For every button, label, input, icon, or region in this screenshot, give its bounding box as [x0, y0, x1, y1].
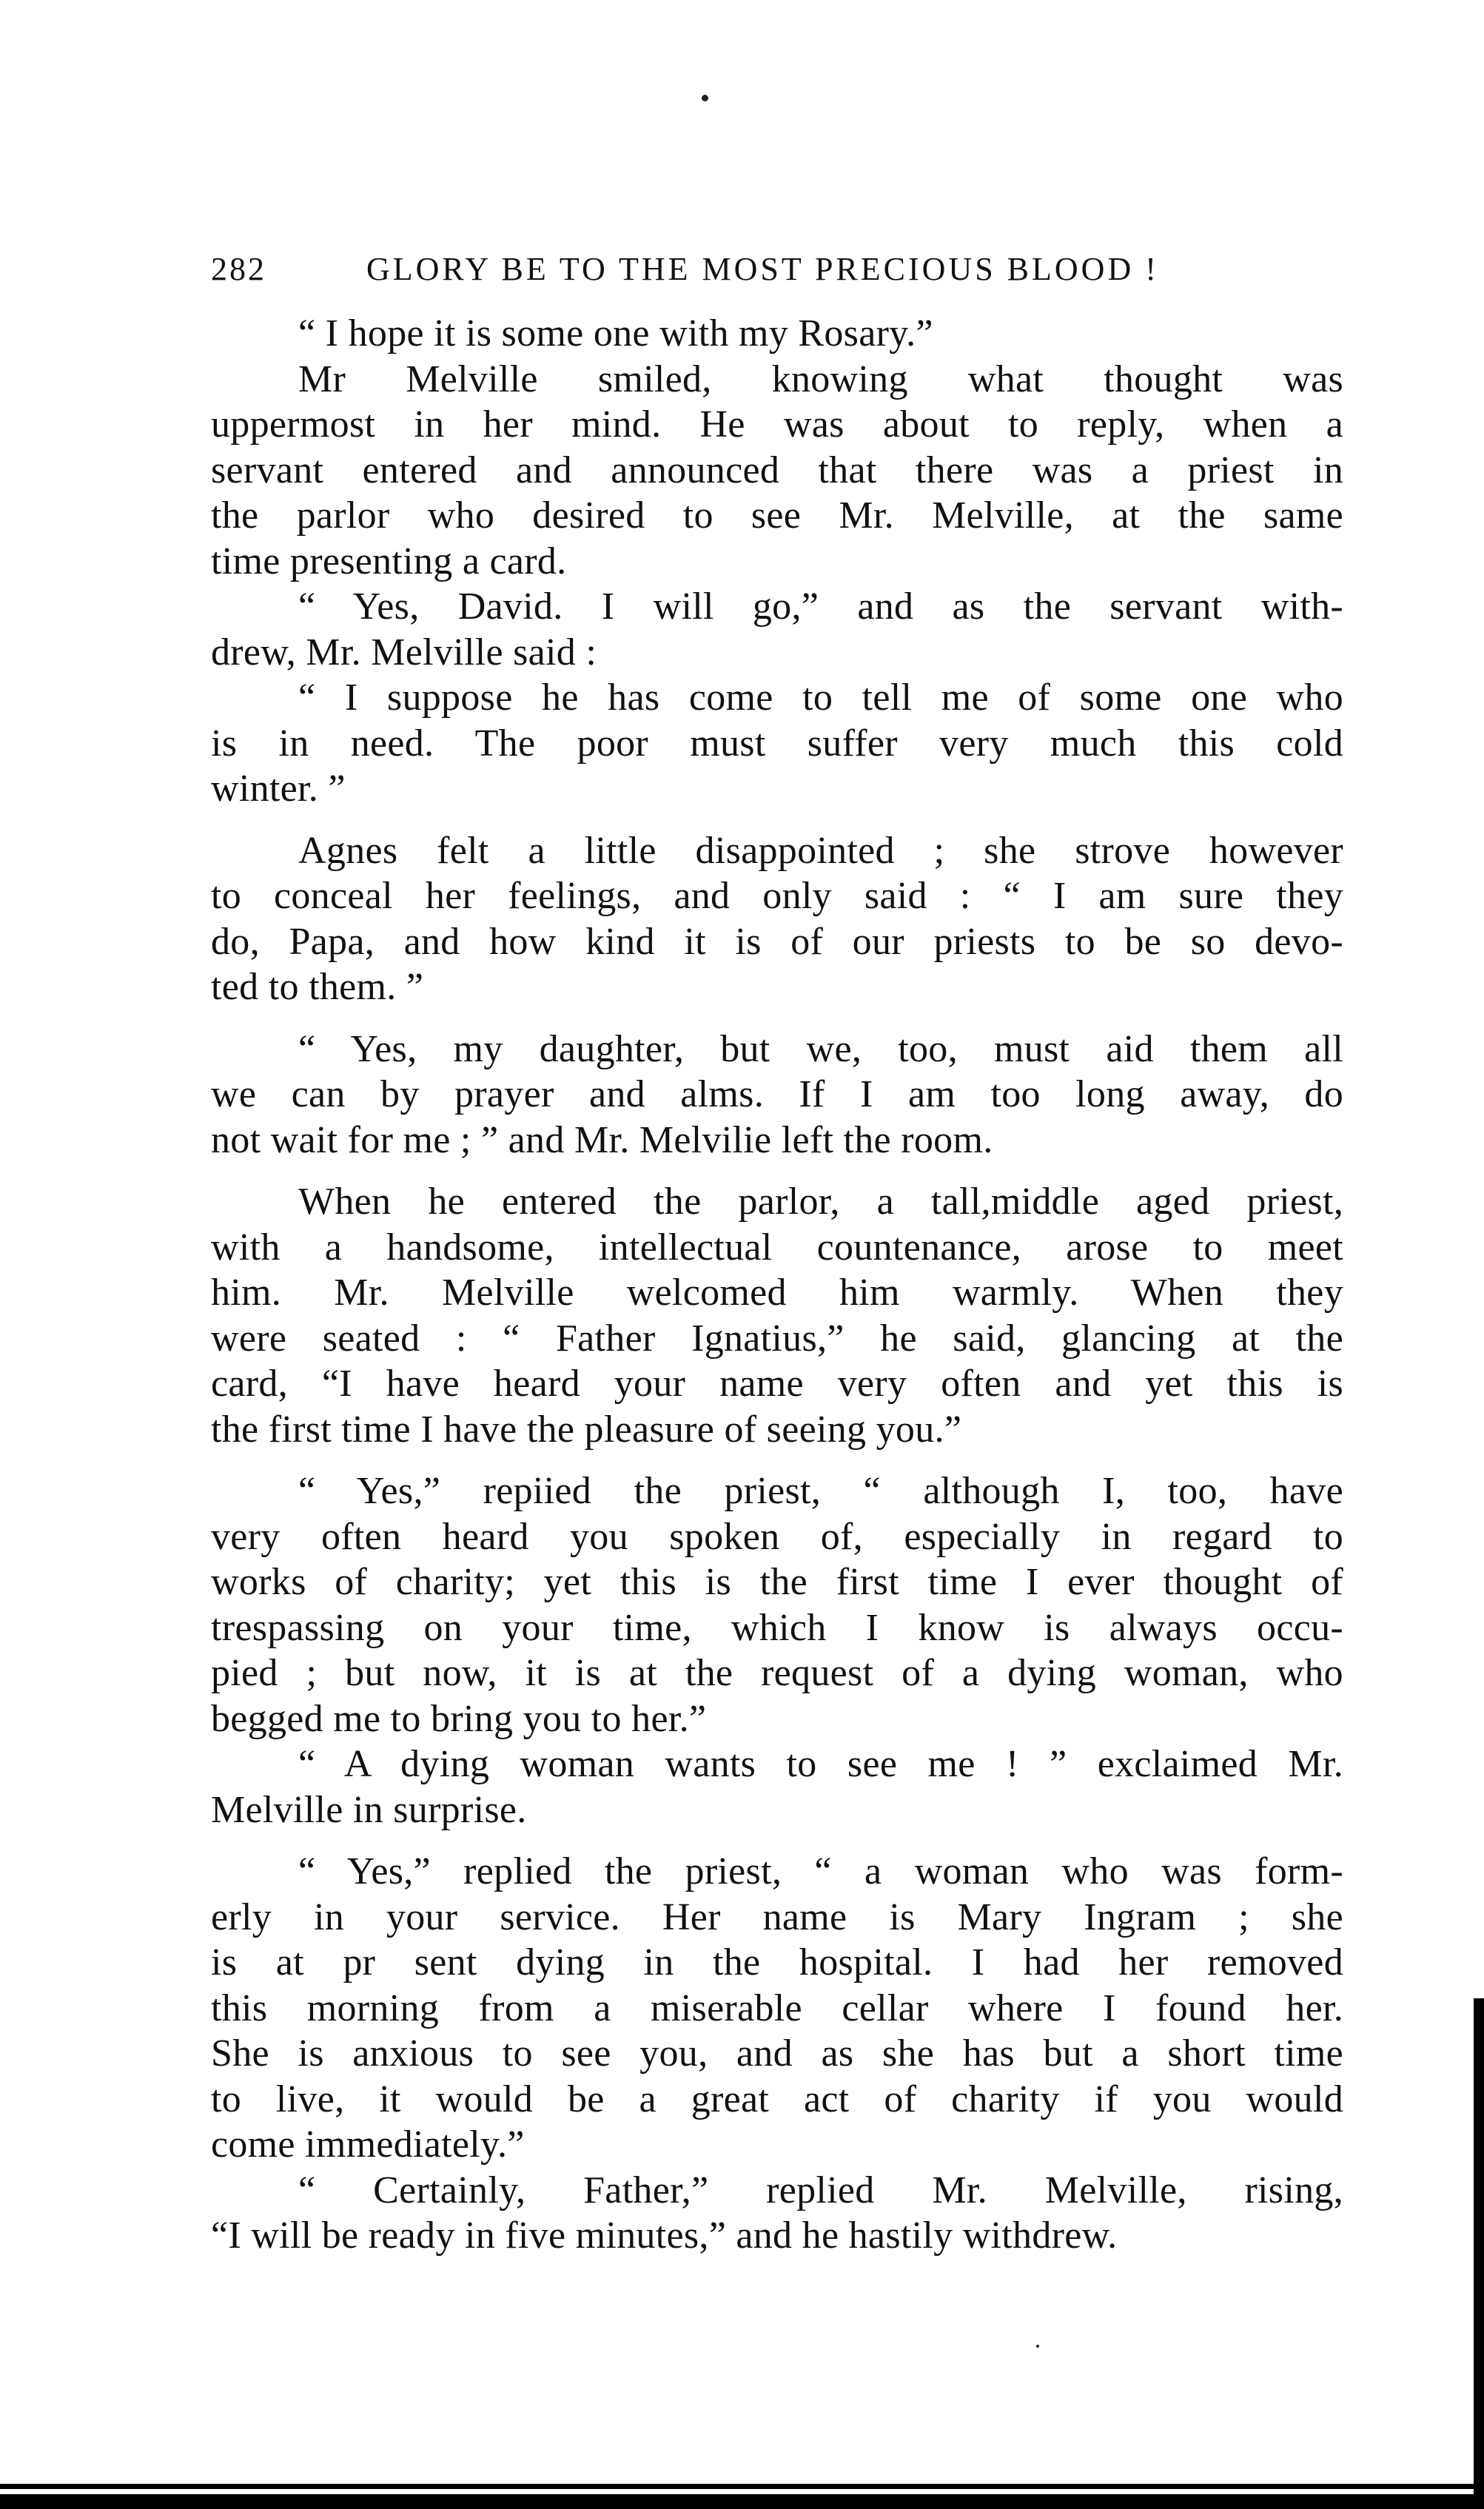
- text-line: “ Yes, David. I will go,” and as the servant with-: [298, 585, 1343, 628]
- text-line: to conceal her feelings, and only said : “ I am sure they: [211, 875, 1343, 917]
- text-line: She is anxious to see you, and as she has but a short time: [211, 2032, 1343, 2075]
- text-line: do, Papa, and how kind it is of our priests to be so devo-: [211, 920, 1343, 963]
- text-line: begged me to bring you to her.”: [211, 1697, 707, 1740]
- text-line: “ Yes, my daughter, but we, too, must aid them all: [298, 1027, 1343, 1070]
- text-line: very often heard you spoken of, especially in regard to: [211, 1515, 1343, 1558]
- text-line: him. Mr. Melville welcomed him warmly. When they: [211, 1272, 1343, 1314]
- text-line: to live, it would be a great act of charity if you would: [211, 2078, 1343, 2120]
- text-line: we can by prayer and alms. If I am too long away, do: [211, 1073, 1343, 1115]
- text-line: “ I hope it is some one with my Rosary.”: [298, 312, 933, 355]
- text-line: uppermost in her mind. He was about to reply, when a: [211, 403, 1343, 446]
- text-line: Melville in surprise.: [211, 1788, 527, 1831]
- page-edge-shadow: [0, 2484, 1484, 2489]
- text-line: Mr Melville smiled, knowing what thought was: [298, 357, 1343, 400]
- text-line: winter. ”: [211, 768, 346, 810]
- text-line: drew, Mr. Melville said :: [211, 631, 597, 674]
- text-line: “ I suppose he has come to tell me of some one who: [298, 676, 1343, 719]
- text-line: not wait for me ; ” and Mr. Melvilie left the room.: [211, 1118, 993, 1161]
- text-line: come immediately.”: [211, 2123, 525, 2166]
- body-text: [211, 311, 1343, 2259]
- text-line: works of charity; yet this is the first time I ever thought of: [211, 1561, 1343, 1603]
- page-header: [211, 250, 1210, 302]
- text-line: “I will be ready in five minutes,” and he hastily withdrew.: [211, 2214, 1118, 2257]
- text-line: “ Certainly, Father,” replied Mr. Melville, rising,: [298, 2169, 1343, 2211]
- text-line: Agnes felt a little disappointed ; she strove however: [298, 829, 1343, 872]
- running-title: GLORY BE TO THE MOST PRECIOUS BLOOD !: [366, 251, 1159, 287]
- text-line: is at pr sent dying in the hospital. I had her removed: [211, 1941, 1343, 1984]
- text-line: servant entered and announced that there was a priest in: [211, 449, 1343, 491]
- page-edge-shadow: [1474, 1998, 1484, 2502]
- text-line: were seated : “ Father Ignatius,” he said, glancing at the: [211, 1317, 1343, 1360]
- text-line: “ Yes,” repiied the priest, “ although I, too, have: [298, 1470, 1343, 1512]
- text-line: erly in your service. Her name is Mary Ingram ; she: [211, 1895, 1343, 1938]
- page-edge-shadow: [0, 2494, 1484, 2509]
- ink-speck: [702, 95, 708, 101]
- ink-speck: [1036, 2345, 1039, 2348]
- text-line: When he entered the parlor, a tall,middle aged priest,: [298, 1180, 1343, 1223]
- text-line: card, “I have heard your name very often and yet this is: [211, 1363, 1343, 1405]
- text-line: the parlor who desired to see Mr. Melville, at the same: [211, 494, 1343, 537]
- text-line: with a handsome, intellectual countenance, arose to meet: [211, 1226, 1343, 1269]
- page-number: 282: [211, 251, 266, 287]
- text-line: ted to them. ”: [211, 966, 424, 1008]
- text-line: is in need. The poor must suffer very much this cold: [211, 722, 1343, 765]
- text-line: this morning from a miserable cellar where I found her.: [211, 1986, 1343, 2029]
- text-line: the first time I have the pleasure of seeing you.”: [211, 1408, 962, 1451]
- text-line: “ Yes,” replied the priest, “ a woman who was form-: [298, 1850, 1343, 1892]
- text-line: time presenting a card.: [211, 540, 567, 582]
- text-line: pied ; but now, it is at the request of a dying woman, who: [211, 1652, 1343, 1694]
- text-line: trespassing on your time, which I know is always occu-: [211, 1606, 1343, 1649]
- text-line: “ A dying woman wants to see me ! ” exclaimed Mr.: [298, 1743, 1343, 1785]
